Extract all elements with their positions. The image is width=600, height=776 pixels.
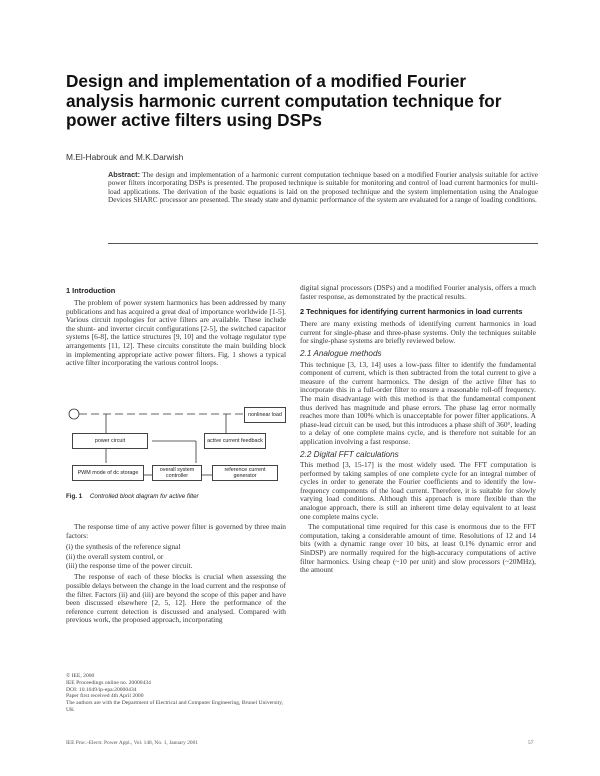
footnote-line: IEE Proceedings online no. 20000434	[66, 679, 151, 686]
list-item: (ii) the overall system control, or	[66, 551, 164, 561]
ac-source-icon	[69, 409, 79, 419]
abstract-label: Abstract:	[108, 170, 141, 179]
intro-paragraph-1: The problem of power system harmonics has been addressed by many publications and has acquired a great deal of importance worldwide [1-5]. Various circuit topologies for active filters are available. These include the shunt- and inverter circuit configurations [2-5], the switched capacitor systems [6-8], the lattice structures [9, 10] and the voltage regulator type arrangements [11, 12]. These circuits constitute the main building block in implementing appropriate active power filters. Fig. 1 shows a typical active filter incorporating the various control loops.	[66, 298, 286, 368]
right-paragraph-top: digital signal processors (DSPs) and a modified Fourier analysis, offers a much faster response, as demonstrated by the practical results.	[300, 283, 536, 301]
footnote-line: The authors are with the Department of Electrical and Computer Engineering, Brunel University, UK	[66, 700, 284, 713]
footnote-line: Paper first received 4th April 2000	[66, 693, 144, 700]
left-column-lower	[66, 523, 286, 627]
abstract-text: The design and implementation of a harmonic current computation technique based on a modified Fourier analysis suitable for active power filters incorporating DSPs is presented. The proposed technique is suitable for monitoring and control of load current harmonics for multi-load applications. The derivation of the basic equations is laid on the proposed technique and the system implementation using the Analogue Devices SHARC processor are presented. The steady state and dynamic performance of the system are evaluated for a range of loading conditions.	[108, 170, 538, 205]
power-circuit-box: power circuit	[72, 433, 148, 449]
nonlinear-load-box: nonlinear load	[244, 407, 286, 423]
overall-system-controller-box: overall system controller	[152, 465, 202, 481]
section-2-heading: 2 Techniques for identifying current harmonics in load currents	[300, 307, 523, 317]
section-2-2-heading: 2.2 Digital FFT calculations	[300, 449, 399, 459]
active-current-feedback-box: active current feedback	[204, 433, 266, 449]
section-2-2-paragraph-b: The computational time required for this case is enormous due to the FFT computation, taking a considerable amount of time. Resolutions of 12 and 14 bits (with a dynamic range over 10 bits, at least 0.1% dynamic error and SinDSP) are normally required for the high-accuracy computations of active filter harmonics. Using cheap (~10 per unit) and slow processors (~20MHz), the amount	[300, 522, 536, 575]
intro-paragraph-2: The response time of any active power filter is governed by three main factors:	[66, 522, 286, 540]
page-number: 57	[528, 740, 534, 746]
footnote-line: © IEE, 2000	[66, 673, 95, 679]
list-item: (iii) the response time of the power circuit.	[66, 561, 193, 570]
intro-paragraph-3: The response of each of these blocks is crucial when assessing the possible delays between the change in the load current and the response of the filter. Factors (ii) and (iii) are beyond the scope of this paper and have been discussed elsewhere [2, 5, 12]. Here the performance of the reference current detection is discussed and analysed. Compared with previous work, the proposed approach, incorporating	[66, 572, 287, 625]
right-column	[300, 284, 536, 577]
figure-1-caption-text: Controlled block diagram for active filter	[89, 493, 199, 500]
section-1-heading: 1 Introduction	[66, 286, 116, 295]
section-2-1-paragraph: This technique [3, 13, 14] uses a low-pass filter to identify the fundamental component of current, which is then subtracted from the total current to give a measure of the current harmonics. The design of the active filter has to incorporate this in a full-order filter to ensure a reasonable roll-off frequency. The main disadvantage with this method is that the fundamental component thus derived has magnitude and phase errors. The phase lag error normally reaches more than 100% which is unacceptable for power filter applications. A phase-lead circuit can be used, but this introduces a phase shift of 360°, leading to a delay of one complete mains cycle, and is therefore not suitable for an application involving a fast response.	[300, 359, 536, 446]
factors-list	[66, 542, 286, 570]
figure-1-caption	[66, 493, 286, 500]
reference-current-generator-box: reference current generator	[212, 465, 278, 481]
paper-authors: M.El-Habrouk and M.K.Darwish	[66, 152, 184, 162]
section-2-1-heading: 2.1 Analogue methods	[300, 348, 382, 358]
section-2-paragraph: There are many existing methods of identifying current harmonics in load current for single-phase and three-phase systems. Only the techniques suitable for single-phase systems are briefly reviewed below.	[300, 319, 536, 346]
list-item: (i) the synthesis of the reference signal	[66, 542, 181, 552]
section-2-2-paragraph-a: This method [3, 15-17] is the most widely used. The FFT computation is performed by taking samples of one complete cycle for an integral number of cycles in order to generate the Fourier coefficients and to identify the low-frequency components of the load current. Therefore, it is suitable for slowly varying load conditions. Although this approach is more flexible than the analogue approach, there is still an inherent time delay equivalent to at least one complete mains cycle.	[300, 460, 536, 521]
left-column-upper	[66, 286, 286, 370]
footnote-line: DOI: 10.1049/ip-epa:20000434	[66, 686, 137, 693]
figure-1	[66, 405, 286, 509]
figure-1-caption-label: Fig. 1	[66, 493, 83, 500]
pwm-mode-box: PWM mode of dc storage	[72, 465, 144, 481]
paper-title: Design and implementation of a modified Fourier analysis harmonic current computation technique for power active filters using DSPs	[66, 71, 502, 130]
journal-footer: IEE Proc.-Electr. Power Appl., Vol. 148, No. 1, January 2001	[66, 740, 199, 746]
abstract	[108, 171, 538, 205]
footnotes	[66, 673, 286, 714]
abstract-divider	[108, 243, 538, 244]
